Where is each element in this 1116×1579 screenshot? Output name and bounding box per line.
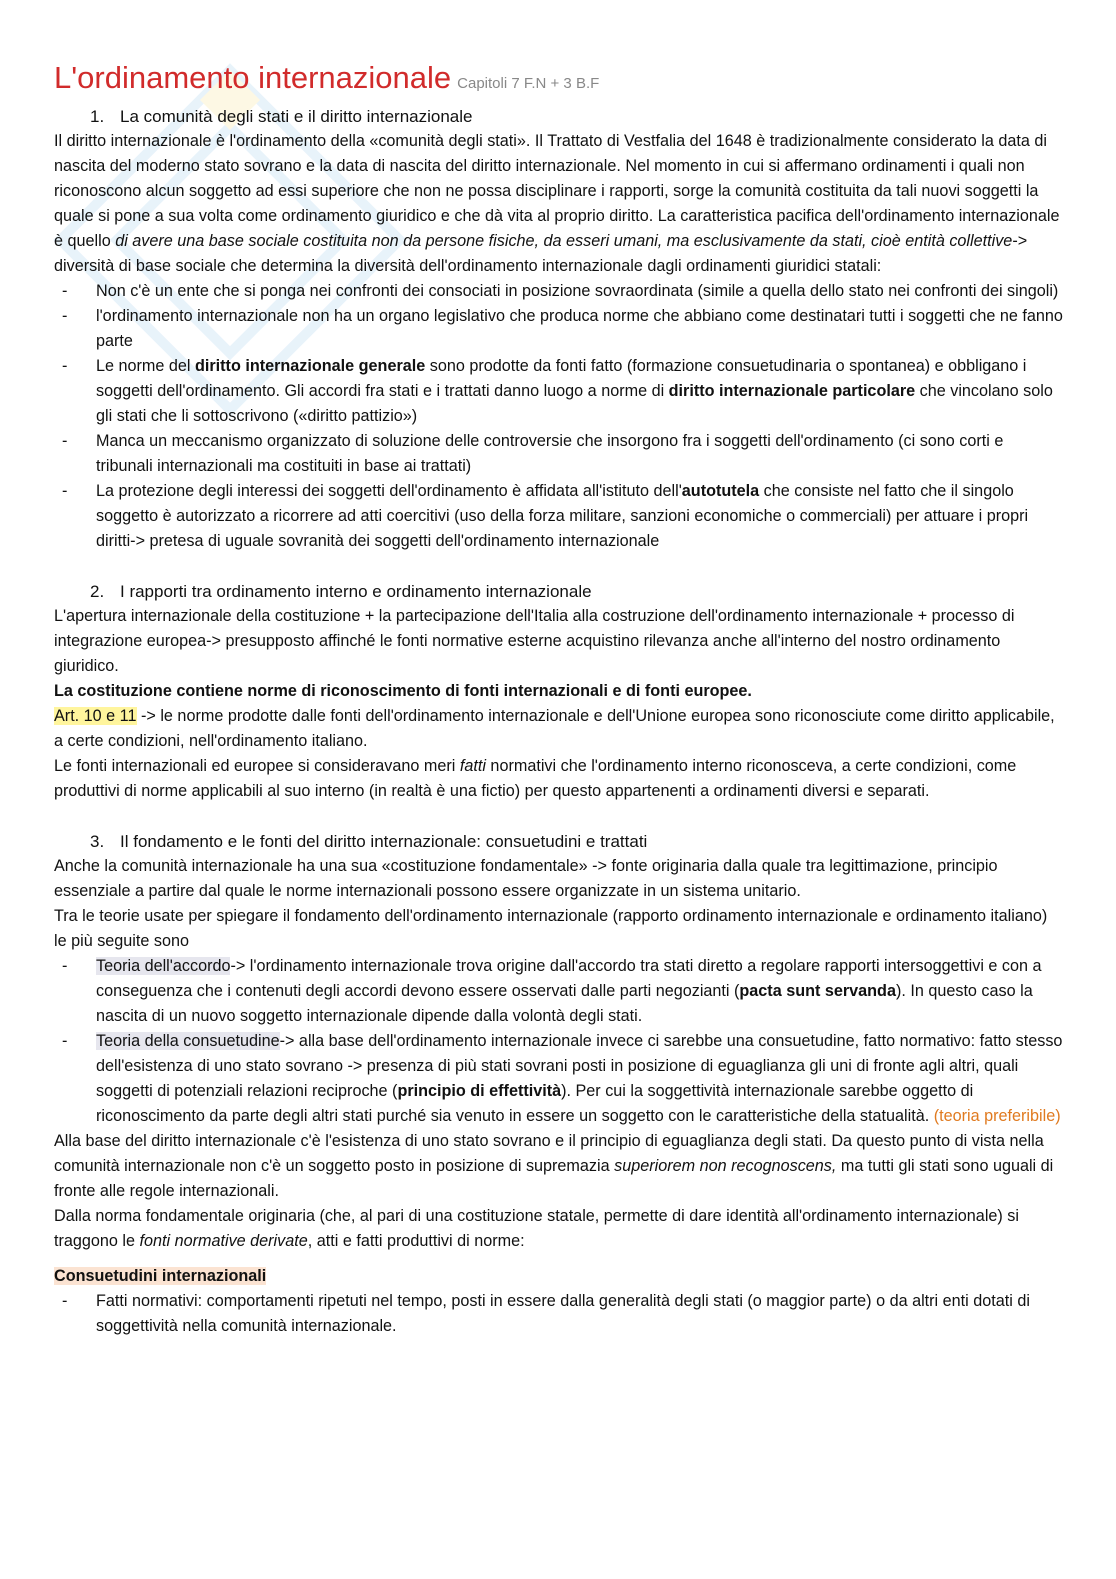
bold-text: pacta sunt servanda — [739, 982, 896, 1000]
paragraph — [54, 1129, 1064, 1204]
text: -> le norme prodotte dalle fonti dell'ordinamento internazionale e dell'Unione europea sono riconosciute come diritto applicabile, a certe condizioni, nell'ordinamento italiano. — [54, 707, 1055, 750]
paragraph — [54, 1204, 1064, 1254]
section-number: 1. — [90, 107, 105, 126]
list-item — [54, 1029, 1064, 1129]
text: Le fonti internazionali ed europee si consideravano meri — [54, 757, 460, 775]
text: ). Per cui la soggettività internazionale sarebbe oggetto di riconoscimento da parte degli altri stati purché sia venuto in essere un soggetto con le caratteristiche della statualità. — [96, 1082, 974, 1125]
list-item: - l'ordinamento internazionale non ha un organo legislativo che produca norme che abbiano come destinatari tutti i soggetti che ne fanno parte — [54, 304, 1064, 354]
section-1-heading — [90, 104, 1064, 129]
bullet-list — [54, 279, 1064, 554]
page-title — [54, 58, 1064, 104]
paragraph: L'apertura internazionale della costituzione + la partecipazione dell'Italia alla costruzione dell'ordinamento internazionale + processo di integrazione europea-> presupposto affinché le fonti normative esterne acquistino rilevanza anche all'interno del nostro ordinamento giuridico. — [54, 607, 1015, 675]
highlighted-reference: Art. 10 e 11 — [54, 707, 137, 725]
section-3-heading — [90, 829, 1064, 854]
paragraph — [54, 129, 1064, 279]
section-title: I rapporti tra ordinamento interno e ordinamento internazionale — [120, 582, 592, 601]
title-subtitle: Capitoli 7 F.N + 3 B.F — [457, 75, 600, 92]
text: -> alla base dell'ordinamento internazionale invece ci sarebbe una consuetudine, fatto normativo: fatto stesso dell'esistenza di uno stato sovrano -> presenza di più stati sovrani posti in posizione di eguaglianza gli uni di fronte agli altri, quali soggetti di potenziali relazioni reciproche ( — [96, 1032, 1063, 1100]
paragraph — [54, 754, 1064, 804]
text: Le norme del — [96, 357, 195, 375]
bold-text: principio di effettività — [397, 1082, 562, 1100]
orange-note: (teoria preferibile) — [933, 1107, 1061, 1125]
list-item — [54, 954, 1064, 1029]
bullet-list — [54, 1289, 1064, 1339]
text: sono prodotte da fonti fatto (formazione consuetudinaria o spontanea) e obbligano i soggetti dell'ordinamento. Gli accordi fra stati e i trattati danno luogo a norme di — [96, 357, 1027, 400]
paragraph — [54, 704, 1064, 754]
text: ma tutti gli stati sono uguali di fronte alle regole internazionali. — [54, 1157, 1054, 1200]
italic-text: superiorem non recognoscens, — [614, 1157, 837, 1175]
bold-highlighted-heading: Consuetudini internazionali — [54, 1267, 267, 1285]
text: Dalla norma fondamentale originaria (che, al pari di una costituzione statale, permette di dare identità all'ordinamento internazionale) si traggono le — [54, 1207, 1019, 1250]
highlighted-term: Teoria dell'accordo — [96, 957, 231, 975]
bold-text: autotutela — [681, 482, 760, 500]
text: , atti e fatti produttivi di norme: — [307, 1232, 525, 1250]
text: La protezione degli interessi dei soggetti dell'ordinamento è affidata all'istituto dell' — [96, 482, 682, 500]
text: -> diversità di base sociale che determina la diversità dell'ordinamento internazionale dagli ordinamenti giuridici statali: — [54, 232, 1028, 275]
list-item: - Fatti normativi: comportamenti ripetuti nel tempo, posti in essere dalla generalità degli stati (o maggior parte) o da altri enti dotati di soggettività nella comunità internazionale. — [54, 1289, 1064, 1339]
bold-text: diritto internazionale particolare — [668, 382, 916, 400]
text: Alla base del diritto internazionale c'è l'esistenza di uno stato sovrano e il principio di eguaglianza degli stati. Da questo punto di vista nella comunità internazionale non c'è un soggetto posto in posizione di supremazia — [54, 1132, 1044, 1175]
document-page — [54, 58, 1064, 1339]
section-number: 3. — [90, 832, 105, 851]
sub-heading — [54, 1264, 1064, 1289]
section-number: 2. — [90, 582, 105, 601]
text: -> l'ordinamento internazionale trova origine dall'accordo tra stati diretto a regolare rapporti intersoggettivi e con a conseguenza che i contenuti degli accordi devono essere osservati dalle parti negozianti ( — [96, 957, 1042, 1000]
italic-text: fatti — [459, 757, 486, 775]
bold-text: La costituzione contiene norme di riconoscimento di fonti internazionali e di fonti europee. — [54, 682, 752, 700]
highlighted-term: Teoria della consuetudine — [96, 1032, 280, 1050]
section-title: La comunità degli stati e il diritto internazionale — [120, 107, 473, 126]
paragraph-bold — [54, 679, 1064, 704]
section-2-heading — [90, 579, 1064, 604]
italic-text: di avere una base sociale costituita non da persone fisiche, da esseri umani, ma esclusivamente da stati, cioè entità collettive — [115, 232, 1013, 250]
title-text: L'ordinamento internazionale — [54, 60, 452, 95]
text: che consiste nel fatto che il singolo soggetto è autorizzato a ricorrere ad atti coercitivi (uso della forza militare, sanzioni economiche o commerciali) per attuare i propri diritti-> pretesa di uguale sovranità dei soggetti dell'ordinamento internazionale — [96, 482, 1029, 550]
section-title: Il fondamento e le fonti del diritto internazionale: consuetudini e trattati — [120, 832, 648, 851]
list-item: - Non c'è un ente che si ponga nei confronti dei consociati in posizione sovraordinata (simile a quella dello stato nei confronti dei singoli) — [54, 279, 1064, 304]
text: che vincolano solo gli stati che li sottoscrivono («diritto pattizio») — [96, 382, 1053, 425]
paragraph: Anche la comunità internazionale ha una sua «costituzione fondamentale» -> fonte originaria dalla quale tra legittimazione, principio essenziale a partire dal quale le norme internazionali possono essere organizzate in un sistema unitario. — [54, 857, 998, 900]
list-item — [54, 354, 1064, 429]
italic-text: fonti normative derivate — [139, 1232, 308, 1250]
paragraph: Tra le teorie usate per spiegare il fondamento dell'ordinamento internazionale (rapporto ordinamento internazionale e ordinamento italiano) le più seguite sono — [54, 907, 1048, 950]
list-item — [54, 479, 1064, 554]
text: Il diritto internazionale è l'ordinamento della «comunità degli stati». Il Trattato di Vestfalia del 1648 è tradizionalmente considerato la data di nascita del moderno stato sovrano e la data di nascita del diritto internazionale. Nel momento in cui si affermano ordinamenti i quali non riconoscono alcun soggetto ad essi superiore che non ne possa disciplinare i rapporti, sorge la comunità costituita da tali nuovi soggetti la quale si pone a sua volta come ordinamento giuridico e che dà vita al proprio diritto. La caratteristica pacifica dell'ordinamento internazionale è quello — [54, 132, 1060, 250]
text: ). In questo caso la nascita di un nuovo soggetto internazionale dipende dalla volontà degli stati. — [96, 982, 1033, 1025]
list-item: - Manca un meccanismo organizzato di soluzione delle controversie che insorgono fra i soggetti dell'ordinamento (ci sono corti e tribunali internazionali ma costituiti in base ai trattati) — [54, 429, 1064, 479]
bold-text: diritto internazionale generale — [194, 357, 426, 375]
bullet-list — [54, 954, 1064, 1129]
text: normativi che l'ordinamento interno riconosceva, a certe condizioni, come produttivi di norme applicabili al suo interno (in realtà è una fictio) per questo appartenenti a ordinamenti diversi e separati. — [54, 757, 1017, 800]
